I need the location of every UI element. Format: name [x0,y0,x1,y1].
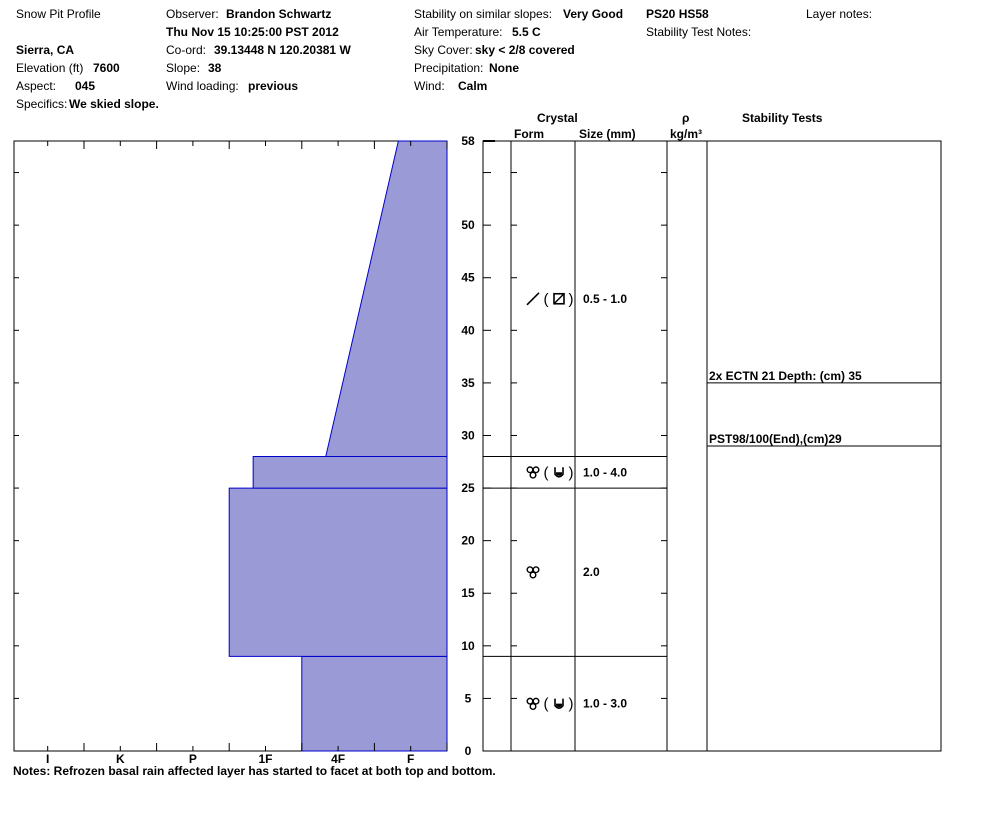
air-temp-label: Air Temperature: [414,25,503,39]
precipitation-value: None [489,61,519,75]
size-header: Size (mm) [579,127,636,141]
crystal-header: Crystal [537,111,578,125]
observer-label: Observer: [166,7,219,21]
y-tick-label: 45 [461,270,475,285]
y-tick-label: 5 [464,691,472,706]
wind-label: Wind: [414,79,445,93]
y-tick-label: 15 [461,586,475,601]
stability-test-label: 2x ECTN 21 Depth: (cm) 35 [709,368,862,383]
air-temp-value: 5.5 C [512,25,541,39]
hardness-tick-label: 4F [331,752,346,766]
coord-label: Co-ord: [166,43,207,57]
observer-value: Brandon Schwartz [226,7,332,21]
stability-test-notes-label: Stability Test Notes: [646,25,752,39]
y-tick-label: 35 [461,375,475,390]
crystal-size-label: 1.0 - 3.0 [583,696,628,711]
close-paren: ) [568,290,574,308]
density-unit: kg/m³ [670,127,703,141]
stability-value: Very Good [563,7,624,21]
slope-value: 38 [208,61,222,75]
aspect-label: Aspect: [16,79,57,93]
specifics-value: We skied slope. [69,97,159,111]
stability-label: Stability on similar slopes: [414,7,553,21]
surface-hoar-icon [527,567,539,578]
open-paren: ( [543,464,549,482]
coord-value: 39.13448 N 120.20381 W [214,43,351,57]
open-paren: ( [543,695,549,713]
hardness-tick-label: 1F [258,752,273,766]
wind-loading-value: previous [248,79,299,93]
observation-datetime: Thu Nov 15 10:25:00 PST 2012 [166,25,339,39]
wind-value: Calm [458,79,488,93]
page-title: Snow Pit Profile [16,7,101,21]
hardness-tick-label: P [188,752,197,766]
hardness-layer-3 [253,457,447,489]
crystal-size-label: 2.0 [583,565,600,580]
stability-test-label: PST98/100(End),(cm)29 [709,432,842,446]
surface-hoar-icon [527,467,539,478]
y-tick-label: 10 [461,638,475,653]
precipitation-label: Precipitation: [414,61,484,75]
hardness-tick-label: K [115,752,125,766]
close-paren: ) [568,695,574,713]
y-tick-label: 50 [461,218,475,233]
close-paren: ) [568,464,574,482]
layer-notes-label: Layer notes: [806,7,873,21]
faceted-icon [554,294,564,304]
crystal-size-label: 1.0 - 4.0 [583,465,628,480]
y-tick-label: 25 [461,481,475,496]
decomposing-icon [527,293,539,305]
hardness-layer-1 [302,656,447,751]
y-tick-label: 58 [461,134,475,148]
surface-hoar-icon [527,698,539,709]
aspect-value: 045 [75,79,96,93]
depth-hoar-icon [555,467,563,477]
stability-tests-header: Stability Tests [742,111,823,125]
y-tick-label: 30 [461,428,475,443]
form-header: Form [514,127,544,141]
depth-hoar-icon [555,699,563,709]
open-paren: ( [543,290,549,308]
slope-label: Slope: [166,61,201,75]
hardness-tick-label: I [46,752,50,766]
specifics-label: Specifics: [16,97,68,111]
sky-cover-value: sky < 2/8 covered [475,43,575,57]
y-tick-label: 20 [461,533,475,548]
sky-cover-label: Sky Cover: [414,43,473,57]
location: Sierra, CA [16,43,75,57]
crystal-size-label: 0.5 - 1.0 [583,291,628,306]
notes: Notes: Refrozen basal rain affected layer has started to facet at both top and bottom. [13,764,496,778]
ps-hs: PS20 HS58 [646,7,709,21]
y-tick-label: 40 [461,323,475,338]
hardness-tick-label: F [407,752,415,766]
density-symbol: ρ [682,111,690,125]
y-tick-label: 0 [464,744,472,758]
elevation-value: 7600 [93,61,120,75]
wind-loading-label: Wind loading: [166,79,239,93]
hardness-layer-2 [229,488,447,656]
elevation-label: Elevation (ft) [16,61,84,75]
